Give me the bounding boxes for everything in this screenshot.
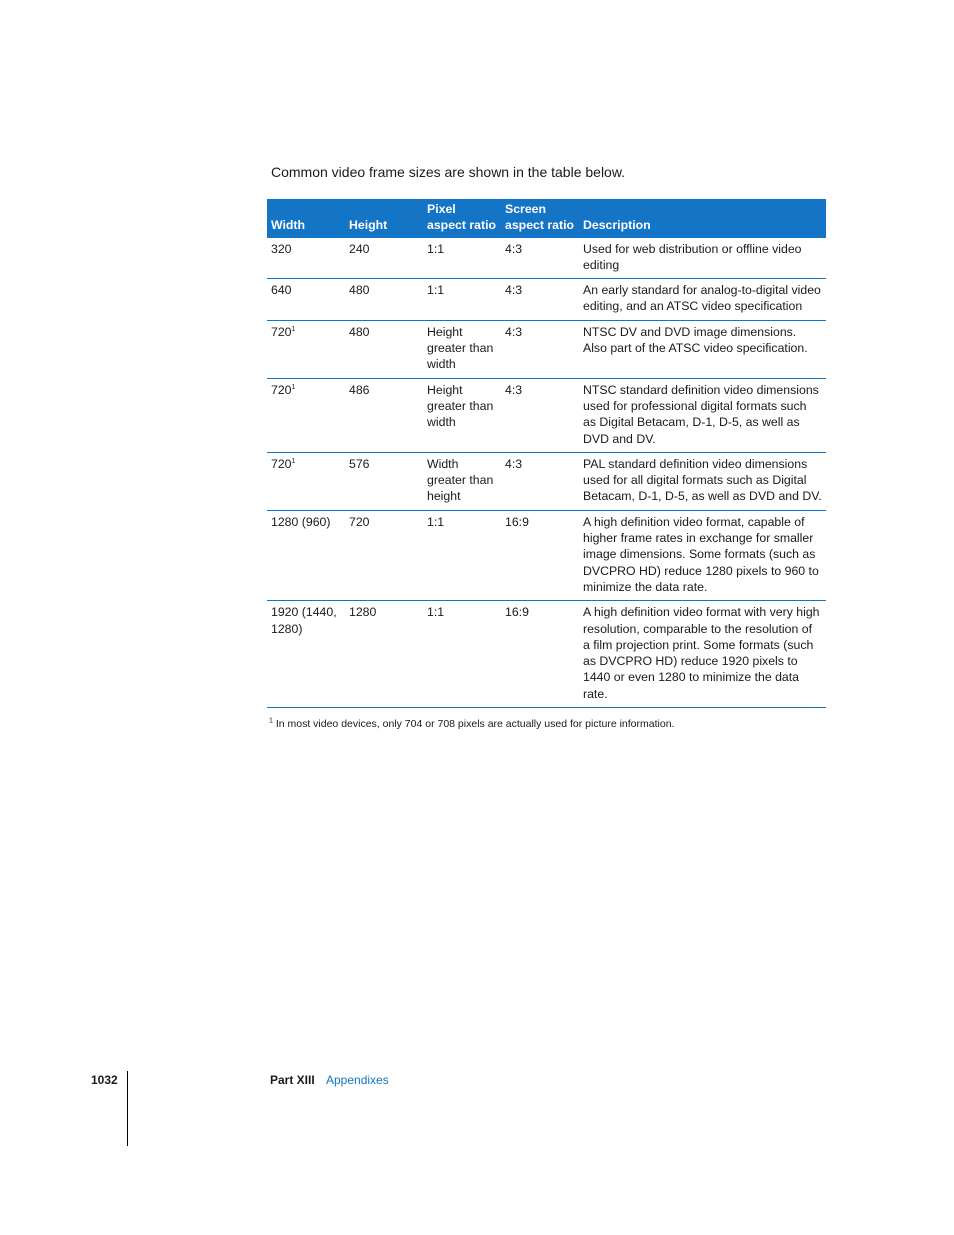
header-pixel-line1: Pixel xyxy=(427,202,456,216)
table-row xyxy=(267,378,826,452)
cell-width xyxy=(267,378,345,452)
cell-pixel-aspect-ratio-text: Height greater than width xyxy=(427,324,494,372)
cell-height xyxy=(345,601,423,708)
cell-screen-aspect-ratio-text: 4:3 xyxy=(505,241,523,256)
footnote-ref: 1 xyxy=(291,383,296,391)
cell-description xyxy=(579,320,826,378)
header-screen-line2: aspect ratio xyxy=(505,218,575,233)
cell-width-text: 720 xyxy=(271,456,292,471)
cell-height xyxy=(345,238,423,279)
header-screen-aspect-ratio xyxy=(501,199,579,238)
cell-screen-aspect-ratio-text: 16:9 xyxy=(505,514,529,529)
cell-pixel-aspect-ratio xyxy=(423,320,501,378)
cell-description-text: NTSC DV and DVD image dimensions. Also part of the ATSC video specification. xyxy=(583,324,808,356)
cell-height xyxy=(345,452,423,510)
part-label: Part XIII xyxy=(270,1073,315,1087)
cell-pixel-aspect-ratio xyxy=(423,279,501,321)
cell-description xyxy=(579,510,826,600)
table-row xyxy=(267,320,826,378)
footnote-mark: 1 xyxy=(269,717,273,725)
footnote-text: In most video devices, only 704 or 708 pixels are actually used for picture information. xyxy=(275,718,675,730)
cell-width-text: 1280 (960) xyxy=(271,514,331,529)
cell-pixel-aspect-ratio xyxy=(423,238,501,279)
cell-screen-aspect-ratio xyxy=(501,320,579,378)
cell-pixel-aspect-ratio-text: 1:1 xyxy=(427,241,445,256)
cell-screen-aspect-ratio xyxy=(501,601,579,708)
cell-pixel-aspect-ratio-text: 1:1 xyxy=(427,514,445,529)
table-row xyxy=(267,452,826,510)
cell-description-text: A high definition video format with very high resolution, comparable to the resolution of a film projection print. Some formats (such as DVCPRO HD) reduce 1920 pixels to 1440 or even 1280 to minimize the data rate. xyxy=(583,605,820,701)
header-description: Description xyxy=(579,199,826,238)
cell-screen-aspect-ratio xyxy=(501,238,579,279)
header-width: Width xyxy=(267,199,345,238)
cell-description-text: Used for web distribution or offline video editing xyxy=(583,241,802,272)
cell-description xyxy=(579,279,826,321)
header-pixel-line2: aspect ratio xyxy=(427,218,497,233)
page-number: 1032 xyxy=(91,1073,118,1087)
cell-pixel-aspect-ratio-text: 1:1 xyxy=(427,283,445,298)
cell-screen-aspect-ratio-text: 4:3 xyxy=(505,324,523,339)
cell-height xyxy=(345,510,423,600)
cell-screen-aspect-ratio xyxy=(501,279,579,321)
cell-description xyxy=(579,452,826,510)
intro-text: Common video frame sizes are shown in the table below. xyxy=(271,164,626,180)
footer-divider xyxy=(127,1071,128,1146)
header-height: Height xyxy=(345,199,423,238)
cell-height xyxy=(345,378,423,452)
cell-pixel-aspect-ratio-text: 1:1 xyxy=(427,605,445,620)
cell-pixel-aspect-ratio xyxy=(423,452,501,510)
frame-sizes-table xyxy=(267,199,826,708)
cell-description-text: An early standard for analog-to-digital video editing, and an ATSC video specification xyxy=(583,283,821,314)
cell-screen-aspect-ratio xyxy=(501,378,579,452)
cell-pixel-aspect-ratio xyxy=(423,601,501,708)
cell-height-text: 240 xyxy=(349,241,370,256)
cell-screen-aspect-ratio xyxy=(501,452,579,510)
cell-screen-aspect-ratio-text: 4:3 xyxy=(505,456,523,471)
cell-height-text: 1280 xyxy=(349,605,377,620)
table-row xyxy=(267,279,826,321)
footnote-ref: 1 xyxy=(291,457,296,465)
cell-pixel-aspect-ratio xyxy=(423,510,501,600)
cell-description-text: PAL standard definition video dimensions used for all digital formats such as Digital Betacam, D-1, D-5, as well as DVD and DV. xyxy=(583,456,822,504)
cell-pixel-aspect-ratio-text: Height greater than width xyxy=(427,382,494,430)
cell-width-text: 720 xyxy=(271,324,292,339)
table-row xyxy=(267,510,826,600)
chapter-link[interactable]: Appendixes xyxy=(326,1073,389,1087)
footnote-ref: 1 xyxy=(291,325,296,333)
table-header-row xyxy=(267,199,826,238)
footnote xyxy=(269,718,674,730)
cell-pixel-aspect-ratio-text: Width greater than height xyxy=(427,456,494,504)
cell-description-text: A high definition video format, capable of higher frame rates in exchange for smaller image dimensions. Some formats (such as DVCPRO HD) reduce 1280 pixels to 960 to minimize the data rate. xyxy=(583,514,819,594)
header-screen-line1: Screen xyxy=(505,202,547,216)
cell-pixel-aspect-ratio xyxy=(423,378,501,452)
cell-screen-aspect-ratio-text: 4:3 xyxy=(505,283,523,298)
cell-height-text: 720 xyxy=(349,514,370,529)
cell-screen-aspect-ratio xyxy=(501,510,579,600)
cell-height xyxy=(345,279,423,321)
header-pixel-aspect-ratio xyxy=(423,199,501,238)
cell-width xyxy=(267,279,345,321)
cell-description xyxy=(579,378,826,452)
table-row xyxy=(267,601,826,708)
cell-description xyxy=(579,601,826,708)
cell-width xyxy=(267,320,345,378)
cell-width xyxy=(267,510,345,600)
cell-height-text: 486 xyxy=(349,382,370,397)
cell-height-text: 576 xyxy=(349,456,370,471)
cell-screen-aspect-ratio-text: 16:9 xyxy=(505,605,529,620)
cell-width-text: 320 xyxy=(271,241,292,256)
cell-height xyxy=(345,320,423,378)
cell-width-text: 1920 (1440, 1280) xyxy=(271,605,337,636)
cell-description xyxy=(579,238,826,279)
cell-description-text: NTSC standard definition video dimensions used for professional digital formats such as Digital Betacam, D-1, D-5, as well as DVD and DV. xyxy=(583,382,819,446)
cell-width-text: 720 xyxy=(271,382,292,397)
cell-width xyxy=(267,601,345,708)
cell-screen-aspect-ratio-text: 4:3 xyxy=(505,382,523,397)
cell-height-text: 480 xyxy=(349,283,370,298)
cell-height-text: 480 xyxy=(349,324,370,339)
cell-width-text: 640 xyxy=(271,283,292,298)
cell-width xyxy=(267,238,345,279)
table-row xyxy=(267,238,826,279)
cell-width xyxy=(267,452,345,510)
